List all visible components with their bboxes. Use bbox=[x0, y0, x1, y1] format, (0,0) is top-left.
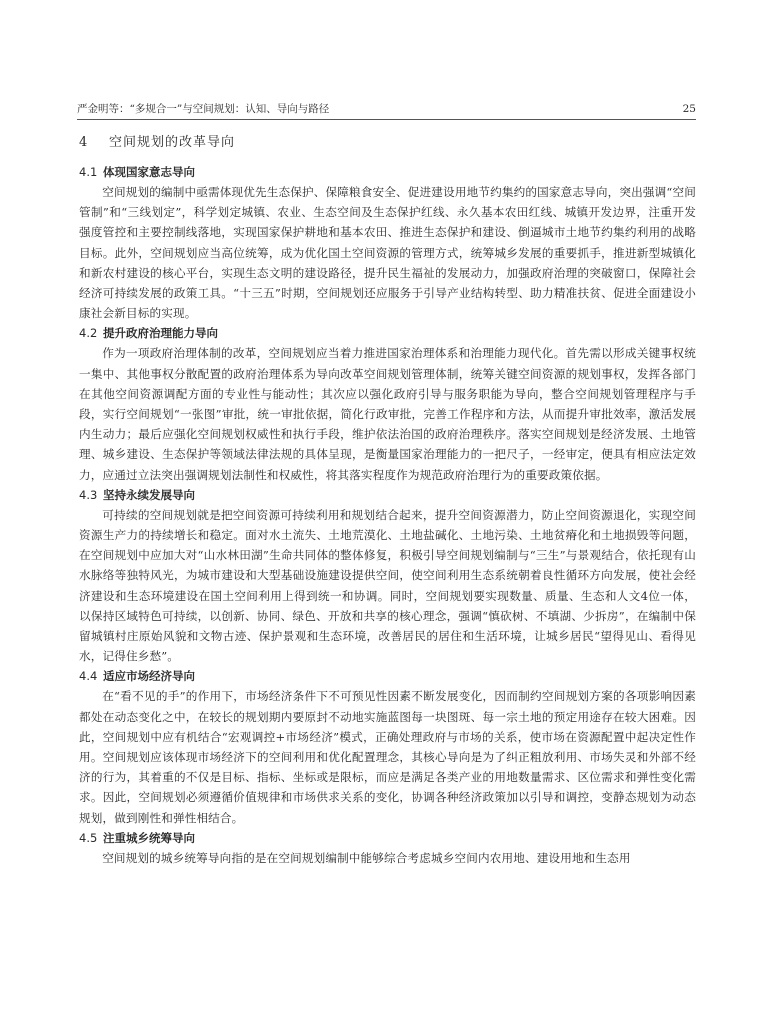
section-number: 4.5 bbox=[79, 830, 98, 845]
section-title: 适应市场经济导向 bbox=[103, 669, 195, 684]
section-paragraph: 作为一项政府治理体制的改革，空间规划应当着力推进国家治理体系和治理能力现代化。首先需以形成关键事权统一集中、其他事权分散配置的政府治理体系为导向改革空间规划管理体制，统筹关键空间资源的规划事权，发挥各部门在其他空间资源调配方面的专业性与能动性；其次应以强化政府引导与服务职能为导向，整合空间规划管理程序与手段，实行空间规划“一张图”审批，统一审批依据，简化行政审批，完善工作程序和方法，从而提升审批效率，激活发展内生动力；最后应强化空间规划权威性和执行手段，维护依法治国的政府治理秩序。落实空间规划是经济发展、土地管理、城乡建设、生态保护等领域法律法规的具体呈现，是衡量国家治理能力的一把尺子，一经审定，便具有相应法定效力，应通过立法突出强调规划法制性和权威性，将其落实程度作为规范政府治理行为的重要政策依据。 bbox=[79, 346, 696, 482]
section-number: 4.1 bbox=[79, 165, 98, 179]
section-heading bbox=[79, 666, 696, 686]
chapter-number: 4 bbox=[79, 135, 89, 150]
section-heading bbox=[79, 162, 696, 182]
section-paragraph: 可持续的空间规划就是把空间资源可持续利用和规划结合起来，提升空间资源潜力，防止空间资源退化，实现空间资源生产力的持续增长和稳定。面对水土流失、土地荒漠化、土地盐碱化、土地污染、土地贫瘠化和土地损毁等问题，在空间规划中应加大对“山水林田湖”生命共同体的整体修复，积极引导空间规划编制与“三生”与景观结合，依托现有山水脉络等独特风光，为城市建设和大型基础设施建设提供空间，使空间利用生态系统朝着良性循环方向发展，使社会经济建设和生态环境建设在国土空间利用上得到统一和协调。同时，空间规划要实现数量、质量、生态和人文4位一体，以保持区域特色可持续，以创新、协同、绿色、开放和共享的核心理念，强调“慎砍树、不填湖、少拆房”，在编制中保留城镇村庄原始风貌和文物古迹、保护景观和生态环境，改善居民的居住和生活环境，让城乡居民“望得见山、看得见水，记得住乡愁”。 bbox=[79, 507, 696, 664]
chapter-heading bbox=[79, 134, 235, 152]
section-title: 提升政府治理能力导向 bbox=[103, 326, 218, 341]
section-number: 4.4 bbox=[79, 669, 98, 684]
running-title: 严金明等：“多规合一”与空间规划：认知、导向与路径 bbox=[77, 103, 330, 115]
section-heading bbox=[79, 323, 696, 343]
section-paragraph: 空间规划的城乡统筹导向指的是在空间规划编制中能够综合考虑城乡空间内农用地、建设用地和生态用 bbox=[102, 850, 631, 865]
section-title: 坚持永续发展导向 bbox=[103, 487, 195, 502]
section-title: 体现国家意志导向 bbox=[103, 165, 195, 179]
section-paragraph: 在“看不见的手”的作用下，市场经济条件下不可预见性因素不断发展变化，因而制约空间规划方案的各项影响因素都处在动态变化之中，在较长的规划期内要原封不动地实施蓝图每一块图斑、每一宗土地的预定用途存在较大困难。因此，空间规划中应有机结合“宏观调控+市场经济”模式，正确处理政府与市场的关系，使市场在资源配置中起决定性作用。空间规划应该体现市场经济下的空间利用和优化配置理念，其核心导向是为了纠正粗放利用、市场失灵和外部不经济的行为，其着重的不仅是目标、指标、坐标或是限标，而应是满足各类产业的用地数量需求、区位需求和弹性变化需求。因此，空间规划必须遵循价值规律和市场供求关系的变化，协调各种经济政策加以引导和调控，变静态规划为动态规划，做到刚性和弹性相结合。 bbox=[79, 689, 696, 825]
section-number: 4.3 bbox=[79, 487, 98, 502]
page-number: 25 bbox=[682, 103, 696, 115]
article-body bbox=[79, 162, 696, 868]
running-header bbox=[77, 101, 696, 120]
chapter-title: 空间规划的改革导向 bbox=[109, 135, 236, 150]
section-number: 4.2 bbox=[79, 326, 98, 341]
section-title: 注重城乡统筹导向 bbox=[103, 830, 195, 845]
section-paragraph: 空间规划的编制中亟需体现优先生态保护、保障粮食安全、促进建设用地节约集约的国家意志导向，突出强调“空间管制”和“三线划定”，科学划定城镇、农业、生态空间及生态保护红线、永久基本农田红线、城镇开发边界，注重开发强度管控和主要控制线落地，实现国家保护耕地和基本农田、推进生态保护和建设、倒逼城市土地节约集约利用的战略目标。此外，空间规划应当高位统筹，成为优化国土空间资源的管理方式，统筹城乡发展的重要抓手，推进新型城镇化和新农村建设的核心平台，实现生态文明的建设路径，提升民生福祉的发展动力，加强政府治理的突破窗口，保障社会经济可持续发展的政策工具。“十三五”时期，空间规划还应服务于引导产业结构转型、助力精准扶贫、促进全面建设小康社会新目标的实现。 bbox=[79, 185, 696, 321]
section-heading bbox=[79, 485, 696, 505]
section-heading bbox=[79, 828, 696, 848]
